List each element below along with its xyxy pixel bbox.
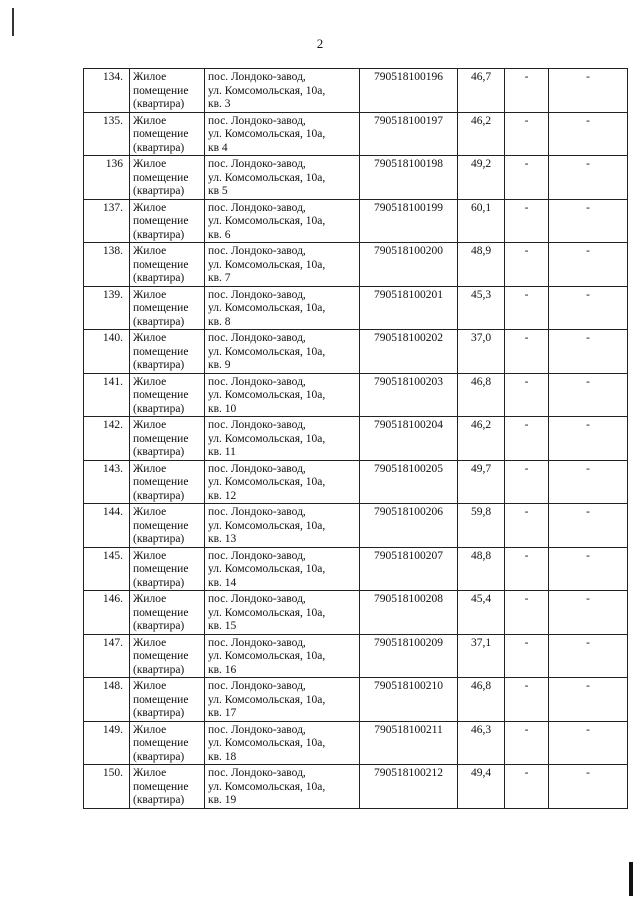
address-line: пос. Лондоко-завод, xyxy=(208,419,306,431)
extra-cell-2: - xyxy=(549,765,628,809)
object-type-line: помещение xyxy=(133,432,189,445)
area-cell: 49,7 xyxy=(458,460,505,504)
object-type-line: Жилое xyxy=(133,245,167,257)
table-row xyxy=(84,199,628,243)
extra-cell-1: - xyxy=(505,678,549,722)
table-row xyxy=(84,765,628,809)
extra-cell-1: - xyxy=(505,330,549,374)
object-type-line: Жилое xyxy=(133,767,167,779)
address-cell xyxy=(205,634,360,678)
object-type-cell xyxy=(130,591,205,635)
address-line: кв 4 xyxy=(208,141,228,154)
object-type-line: (квартира) xyxy=(133,141,185,154)
address-cell xyxy=(205,721,360,765)
cadastral-code-cell: 790518100198 xyxy=(360,156,458,200)
object-type-line: (квартира) xyxy=(133,794,185,806)
object-type-line: (квартира) xyxy=(133,750,185,763)
address-line: кв. 17 xyxy=(208,707,237,719)
address-cell xyxy=(205,591,360,635)
address-cell xyxy=(205,547,360,591)
area-cell: 46,2 xyxy=(458,417,505,461)
cadastral-code-cell: 790518100204 xyxy=(360,417,458,461)
object-type-cell xyxy=(130,330,205,374)
object-type-cell xyxy=(130,199,205,243)
row-number-cell: 140. xyxy=(84,330,130,374)
address-line: кв. 15 xyxy=(208,620,237,632)
extra-cell-2: - xyxy=(549,243,628,287)
table-row xyxy=(84,156,628,200)
object-type-line: (квартира) xyxy=(133,359,185,371)
extra-cell-1: - xyxy=(505,199,549,243)
object-type-line: (квартира) xyxy=(133,707,185,719)
area-cell: 46,8 xyxy=(458,373,505,417)
table-row xyxy=(84,69,628,113)
address-line: кв 5 xyxy=(208,185,228,197)
area-cell: 49,2 xyxy=(458,156,505,200)
address-line: кв. 10 xyxy=(208,402,237,415)
address-cell xyxy=(205,199,360,243)
extra-cell-2: - xyxy=(549,417,628,461)
area-cell: 37,0 xyxy=(458,330,505,374)
table-row xyxy=(84,591,628,635)
area-cell: 49,4 xyxy=(458,765,505,809)
address-line: пос. Лондоко-завод, xyxy=(208,375,306,388)
table-row xyxy=(84,286,628,330)
address-cell xyxy=(205,156,360,200)
object-type-line: помещение xyxy=(133,258,189,271)
address-cell xyxy=(205,460,360,504)
extra-cell-1: - xyxy=(505,243,549,287)
object-type-line: помещение xyxy=(133,737,189,749)
extra-cell-1: - xyxy=(505,156,549,200)
table-body xyxy=(84,69,628,809)
object-type-cell xyxy=(130,460,205,504)
table-row xyxy=(84,504,628,548)
address-line: кв. 9 xyxy=(208,359,231,371)
object-type-cell xyxy=(130,286,205,330)
row-number-cell: 137. xyxy=(84,199,130,243)
object-type-line: помещение xyxy=(133,476,189,488)
extra-cell-2: - xyxy=(549,547,628,591)
object-type-cell xyxy=(130,112,205,156)
address-line: ул. Комсомольская, 10а, xyxy=(208,563,326,575)
object-type-line: (квартира) xyxy=(133,489,185,502)
address-line: кв. 6 xyxy=(208,228,231,241)
extra-cell-1: - xyxy=(505,417,549,461)
extra-cell-2: - xyxy=(549,634,628,678)
cadastral-code-cell: 790518100199 xyxy=(360,199,458,243)
table-row xyxy=(84,634,628,678)
object-type-line: (квартира) xyxy=(133,272,185,284)
object-type-line: (квартира) xyxy=(133,315,185,328)
object-type-cell xyxy=(130,69,205,113)
object-type-line: Жилое xyxy=(133,506,167,518)
property-registry-table xyxy=(83,68,628,809)
extra-cell-1: - xyxy=(505,373,549,417)
object-type-line: помещение xyxy=(133,606,189,619)
cadastral-code-cell: 790518100208 xyxy=(360,591,458,635)
address-line: кв. 16 xyxy=(208,663,237,676)
object-type-line: помещение xyxy=(133,780,189,793)
extra-cell-1: - xyxy=(505,460,549,504)
address-line: ул. Комсомольская, 10а, xyxy=(208,171,326,184)
area-cell: 46,3 xyxy=(458,721,505,765)
address-line: ул. Комсомольская, 10а, xyxy=(208,302,326,314)
address-line: кв. 14 xyxy=(208,576,237,589)
extra-cell-2: - xyxy=(549,460,628,504)
object-type-cell xyxy=(130,547,205,591)
address-line: пос. Лондоко-завод, xyxy=(208,593,306,605)
extra-cell-1: - xyxy=(505,69,549,113)
scan-margin-mark xyxy=(629,862,633,896)
cadastral-code-cell: 790518100201 xyxy=(360,286,458,330)
object-type-line: Жилое xyxy=(133,332,167,344)
object-type-line: Жилое xyxy=(133,723,167,736)
address-line: ул. Комсомольская, 10а, xyxy=(208,215,326,227)
object-type-line: Жилое xyxy=(133,375,167,388)
address-cell xyxy=(205,330,360,374)
cadastral-code-cell: 790518100197 xyxy=(360,112,458,156)
object-type-line: Жилое xyxy=(133,158,167,170)
area-cell: 60,1 xyxy=(458,199,505,243)
extra-cell-2: - xyxy=(549,591,628,635)
object-type-line: помещение xyxy=(133,302,189,314)
page-number: 2 xyxy=(316,36,324,51)
row-number-cell: 138. xyxy=(84,243,130,287)
area-cell: 46,2 xyxy=(458,112,505,156)
row-number-cell: 150. xyxy=(84,765,130,809)
extra-cell-2: - xyxy=(549,330,628,374)
address-line: кв. 18 xyxy=(208,750,237,763)
address-line: кв. 7 xyxy=(208,272,231,284)
address-line: ул. Комсомольская, 10а, xyxy=(208,650,326,662)
address-line: ул. Комсомольская, 10а, xyxy=(208,128,326,140)
address-cell xyxy=(205,373,360,417)
object-type-line: помещение xyxy=(133,215,189,227)
cadastral-code-cell: 790518100200 xyxy=(360,243,458,287)
address-line: пос. Лондоко-завод, xyxy=(208,549,306,562)
address-line: пос. Лондоко-завод, xyxy=(208,332,306,344)
address-line: ул. Комсомольская, 10а, xyxy=(208,258,326,271)
object-type-line: Жилое xyxy=(133,288,167,301)
extra-cell-2: - xyxy=(549,678,628,722)
table-row xyxy=(84,547,628,591)
object-type-line: Жилое xyxy=(133,419,167,431)
row-number-cell: 139. xyxy=(84,286,130,330)
object-type-line: (квартира) xyxy=(133,620,185,632)
address-cell xyxy=(205,504,360,548)
row-number-cell: 148. xyxy=(84,678,130,722)
row-number-cell: 149. xyxy=(84,721,130,765)
address-line: ул. Комсомольская, 10а, xyxy=(208,780,326,793)
row-number-cell: 141. xyxy=(84,373,130,417)
area-cell: 48,9 xyxy=(458,243,505,287)
table-row xyxy=(84,678,628,722)
cadastral-code-cell: 790518100209 xyxy=(360,634,458,678)
extra-cell-1: - xyxy=(505,591,549,635)
row-number-cell: 135. xyxy=(84,112,130,156)
address-line: пос. Лондоко-завод, xyxy=(208,680,306,692)
address-line: ул. Комсомольская, 10а, xyxy=(208,389,326,401)
row-number-cell: 147. xyxy=(84,634,130,678)
row-number-cell: 136 xyxy=(84,156,130,200)
address-line: пос. Лондоко-завод, xyxy=(208,245,306,257)
object-type-line: (квартира) xyxy=(133,576,185,589)
object-type-cell xyxy=(130,243,205,287)
address-line: ул. Комсомольская, 10а, xyxy=(208,476,326,488)
object-type-cell xyxy=(130,678,205,722)
extra-cell-1: - xyxy=(505,765,549,809)
extra-cell-2: - xyxy=(549,373,628,417)
area-cell: 59,8 xyxy=(458,504,505,548)
object-type-line: помещение xyxy=(133,519,189,532)
row-number-cell: 145. xyxy=(84,547,130,591)
object-type-line: помещение xyxy=(133,650,189,662)
address-line: пос. Лондоко-завод, xyxy=(208,114,306,127)
table-row xyxy=(84,330,628,374)
address-line: кв. 12 xyxy=(208,489,237,502)
extra-cell-2: - xyxy=(549,156,628,200)
address-cell xyxy=(205,678,360,722)
address-line: кв. 13 xyxy=(208,533,237,545)
object-type-line: помещение xyxy=(133,128,189,140)
area-cell: 45,3 xyxy=(458,286,505,330)
address-cell xyxy=(205,286,360,330)
table-row xyxy=(84,243,628,287)
cadastral-code-cell: 790518100212 xyxy=(360,765,458,809)
address-line: кв. 3 xyxy=(208,98,231,110)
area-cell: 46,8 xyxy=(458,678,505,722)
address-line: ул. Комсомольская, 10а, xyxy=(208,345,326,358)
row-number-cell: 134. xyxy=(84,69,130,113)
area-cell: 46,7 xyxy=(458,69,505,113)
object-type-line: Жилое xyxy=(133,114,167,127)
address-line: пос. Лондоко-завод, xyxy=(208,767,306,779)
cadastral-code-cell: 790518100210 xyxy=(360,678,458,722)
cadastral-code-cell: 790518100206 xyxy=(360,504,458,548)
object-type-line: (квартира) xyxy=(133,98,185,110)
cadastral-code-cell: 790518100196 xyxy=(360,69,458,113)
address-line: кв. 11 xyxy=(208,446,236,458)
address-line: пос. Лондоко-завод, xyxy=(208,201,306,214)
object-type-line: (квартира) xyxy=(133,402,185,415)
address-line: ул. Комсомольская, 10а, xyxy=(208,84,326,97)
cadastral-code-cell: 790518100203 xyxy=(360,373,458,417)
address-cell xyxy=(205,417,360,461)
extra-cell-2: - xyxy=(549,199,628,243)
address-line: пос. Лондоко-завод, xyxy=(208,158,306,170)
row-number-cell: 143. xyxy=(84,460,130,504)
extra-cell-2: - xyxy=(549,721,628,765)
object-type-line: помещение xyxy=(133,563,189,575)
object-type-cell xyxy=(130,417,205,461)
table-row xyxy=(84,721,628,765)
object-type-line: Жилое xyxy=(133,201,167,214)
object-type-line: (квартира) xyxy=(133,663,185,676)
address-line: кв. 19 xyxy=(208,794,237,806)
object-type-cell xyxy=(130,721,205,765)
object-type-line: помещение xyxy=(133,345,189,358)
address-line: пос. Лондоко-завод, xyxy=(208,506,306,518)
area-cell: 48,8 xyxy=(458,547,505,591)
object-type-line: помещение xyxy=(133,84,189,97)
object-type-line: помещение xyxy=(133,693,189,706)
extra-cell-1: - xyxy=(505,504,549,548)
table-row xyxy=(84,460,628,504)
cadastral-code-cell: 790518100207 xyxy=(360,547,458,591)
address-line: ул. Комсомольская, 10а, xyxy=(208,693,326,706)
address-line: пос. Лондоко-завод, xyxy=(208,723,306,736)
object-type-line: (квартира) xyxy=(133,185,185,197)
object-type-line: Жилое xyxy=(133,593,167,605)
object-type-line: Жилое xyxy=(133,549,167,562)
address-cell xyxy=(205,243,360,287)
object-type-line: Жилое xyxy=(133,636,167,649)
address-cell xyxy=(205,765,360,809)
area-cell: 37,1 xyxy=(458,634,505,678)
extra-cell-2: - xyxy=(549,286,628,330)
address-line: пос. Лондоко-завод, xyxy=(208,462,306,475)
row-number-cell: 146. xyxy=(84,591,130,635)
object-type-cell xyxy=(130,156,205,200)
scan-margin-mark xyxy=(12,8,14,36)
object-type-line: (квартира) xyxy=(133,446,185,458)
object-type-cell xyxy=(130,765,205,809)
cadastral-code-cell: 790518100202 xyxy=(360,330,458,374)
extra-cell-2: - xyxy=(549,69,628,113)
address-line: ул. Комсомольская, 10а, xyxy=(208,737,326,749)
address-cell xyxy=(205,69,360,113)
object-type-line: помещение xyxy=(133,171,189,184)
address-line: пос. Лондоко-завод, xyxy=(208,71,306,83)
object-type-line: Жилое xyxy=(133,462,167,475)
address-line: пос. Лондоко-завод, xyxy=(208,288,306,301)
address-line: пос. Лондоко-завод, xyxy=(208,636,306,649)
address-line: ул. Комсомольская, 10а, xyxy=(208,519,326,532)
extra-cell-1: - xyxy=(505,112,549,156)
object-type-line: (квартира) xyxy=(133,228,185,241)
address-line: кв. 8 xyxy=(208,315,231,328)
table-row xyxy=(84,373,628,417)
table-row xyxy=(84,112,628,156)
extra-cell-1: - xyxy=(505,286,549,330)
extra-cell-2: - xyxy=(549,112,628,156)
address-line: ул. Комсомольская, 10а, xyxy=(208,606,326,619)
cadastral-code-cell: 790518100205 xyxy=(360,460,458,504)
extra-cell-1: - xyxy=(505,634,549,678)
table-row xyxy=(84,417,628,461)
object-type-line: Жилое xyxy=(133,680,167,692)
area-cell: 45,4 xyxy=(458,591,505,635)
row-number-cell: 142. xyxy=(84,417,130,461)
object-type-cell xyxy=(130,373,205,417)
object-type-cell xyxy=(130,504,205,548)
address-cell xyxy=(205,112,360,156)
object-type-line: Жилое xyxy=(133,71,167,83)
extra-cell-2: - xyxy=(549,504,628,548)
object-type-line: помещение xyxy=(133,389,189,401)
extra-cell-1: - xyxy=(505,721,549,765)
cadastral-code-cell: 790518100211 xyxy=(360,721,458,765)
address-line: ул. Комсомольская, 10а, xyxy=(208,432,326,445)
extra-cell-1: - xyxy=(505,547,549,591)
object-type-cell xyxy=(130,634,205,678)
row-number-cell: 144. xyxy=(84,504,130,548)
object-type-line: (квартира) xyxy=(133,533,185,545)
